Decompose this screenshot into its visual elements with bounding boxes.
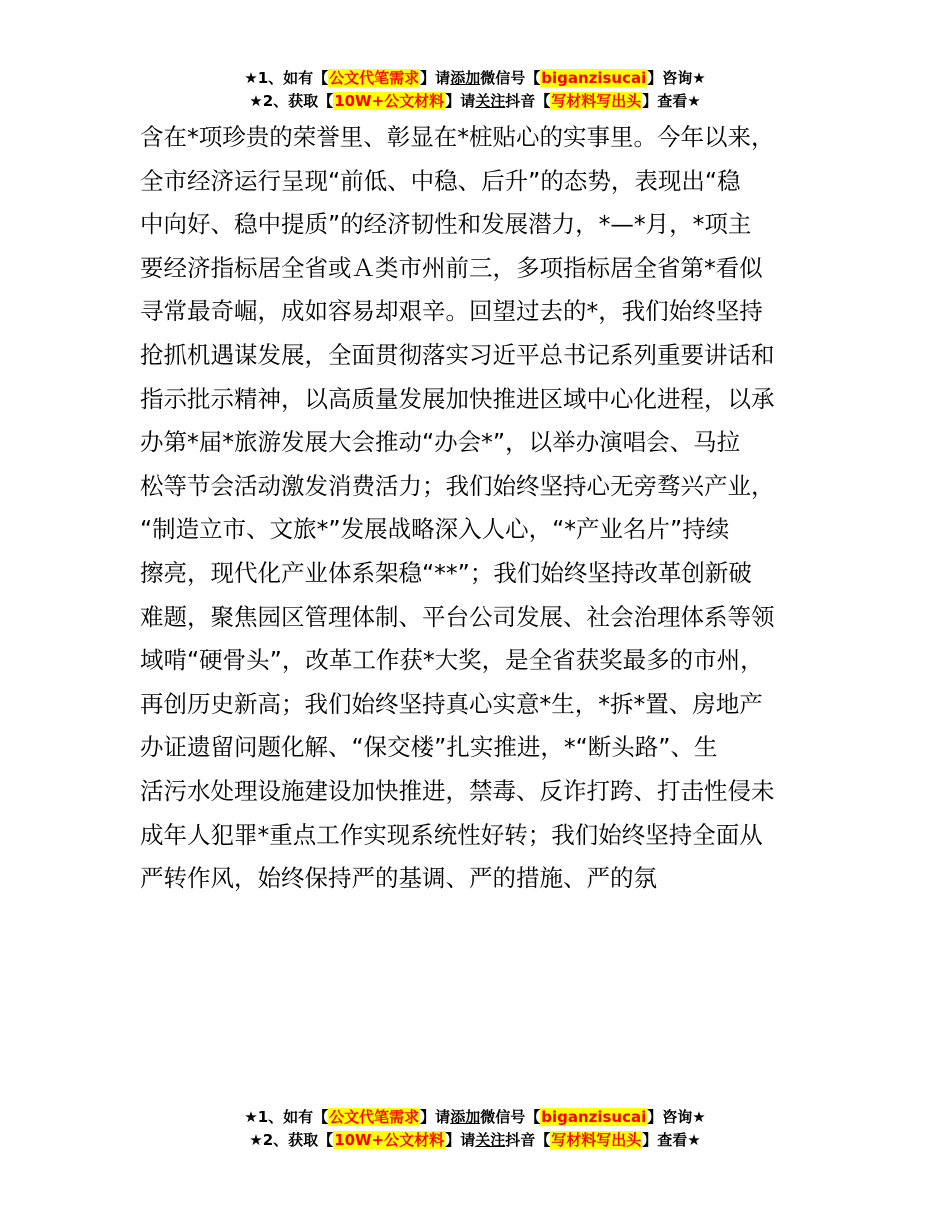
underlined-text: 关注 [475, 1131, 506, 1149]
underlined-text: 添加 [450, 1108, 481, 1126]
banner-text: 】请 [445, 1131, 476, 1149]
body-line: 寻常最奇崛，成如容易却艰辛。回望过去的*，我们始终坚持 [140, 297, 763, 326]
banner-text: 】查看★ [642, 1131, 701, 1149]
highlight-service: 公文代笔需求 [329, 1108, 420, 1126]
body-line: 中向好、稳中提质”的经济韧性和发展潜力，*—*月，*项主 [140, 210, 752, 239]
body-line: 再创历史新高；我们始终坚持真心实意*生，*拆*置、房地产 [140, 689, 763, 718]
highlight-materials: 10W+公文材料 [334, 92, 445, 110]
body-line: 严转作风，始终保持严的基调、严的措施、严的氛 [140, 864, 657, 893]
banner-text: 】查看★ [642, 92, 701, 110]
body-line: 成年人犯罪*重点工作实现系统性好转；我们始终坚持全面从 [140, 820, 763, 849]
body-line: 要经济指标居全省或Ａ类市州前三，多项指标居全省第*看似 [140, 253, 763, 282]
highlight-service: 公文代笔需求 [329, 69, 420, 87]
body-line: 指示批示精神，以高质量发展加快推进区域中心化进程，以承 [140, 384, 775, 413]
banner-text: 】请 [420, 69, 451, 87]
underlined-text: 添加 [450, 69, 481, 87]
highlight-wechat-id: biganzisucai [541, 1108, 647, 1126]
banner-line-1 [0, 1106, 950, 1129]
body-line: 域啃“硬骨头”，改革工作获*大奖，是全省获奖最多的市州， [140, 646, 764, 675]
body-line: 抢抓机遇谋发展，全面贯彻落实习近平总书记系列重要讲话和 [140, 340, 775, 369]
body-line: 全市经济运行呈现“前低、中稳、后升”的态势，表现出“稳 [140, 166, 741, 195]
banner-text: 】咨询★ [647, 69, 706, 87]
banner-text: 】请 [445, 92, 476, 110]
body-line: “制造立市、文旅*”发展战略深入人心，“*产业名片”持续 [140, 515, 730, 544]
banner-text: 抖音【 [505, 92, 551, 110]
banner-line-2 [0, 90, 950, 113]
footer-banner [0, 1106, 950, 1152]
banner-text: 】请 [420, 1108, 451, 1126]
body-line: 松等节会活动激发消费活力；我们始终坚持心无旁骛兴产业， [140, 471, 775, 500]
banner-text: ★1、如有【 [244, 1108, 329, 1126]
underlined-text: 关注 [475, 92, 506, 110]
banner-text: 抖音【 [505, 1131, 551, 1149]
body-line: 难题，聚焦园区管理体制、平台公司发展、社会治理体系等领 [140, 602, 775, 631]
document-body [140, 116, 830, 901]
banner-text: 微信号【 [480, 69, 541, 87]
body-line: 办第*届*旅游发展大会推动“办会*”，以举办演唱会、马拉 [140, 428, 741, 457]
banner-text: ★2、获取【 [249, 1131, 334, 1149]
highlight-materials: 10W+公文材料 [334, 1131, 445, 1149]
banner-line-2 [0, 1129, 950, 1152]
body-line: 含在*项珍贵的荣誉里、彰显在*桩贴心的实事里。今年以来， [140, 123, 775, 151]
banner-line-1 [0, 67, 950, 90]
highlight-douyin-account: 写材料写出头 [551, 92, 642, 110]
body-line: 擦亮，现代化产业体系架稳“**”；我们始终坚持改革创新破 [140, 558, 752, 587]
banner-text: ★1、如有【 [244, 69, 329, 87]
highlight-douyin-account: 写材料写出头 [551, 1131, 642, 1149]
body-line: 活污水处理设施建设加快推进，禁毒、反诈打跨、打击性侵未 [140, 776, 775, 805]
banner-text: 微信号【 [480, 1108, 541, 1126]
header-banner [0, 67, 950, 113]
body-line: 办证遗留问题化解、“保交楼”扎实推进，*“断头路”、生 [140, 733, 718, 762]
banner-text: ★2、获取【 [249, 92, 334, 110]
highlight-wechat-id: biganzisucai [541, 69, 647, 87]
banner-text: 】咨询★ [647, 1108, 706, 1126]
